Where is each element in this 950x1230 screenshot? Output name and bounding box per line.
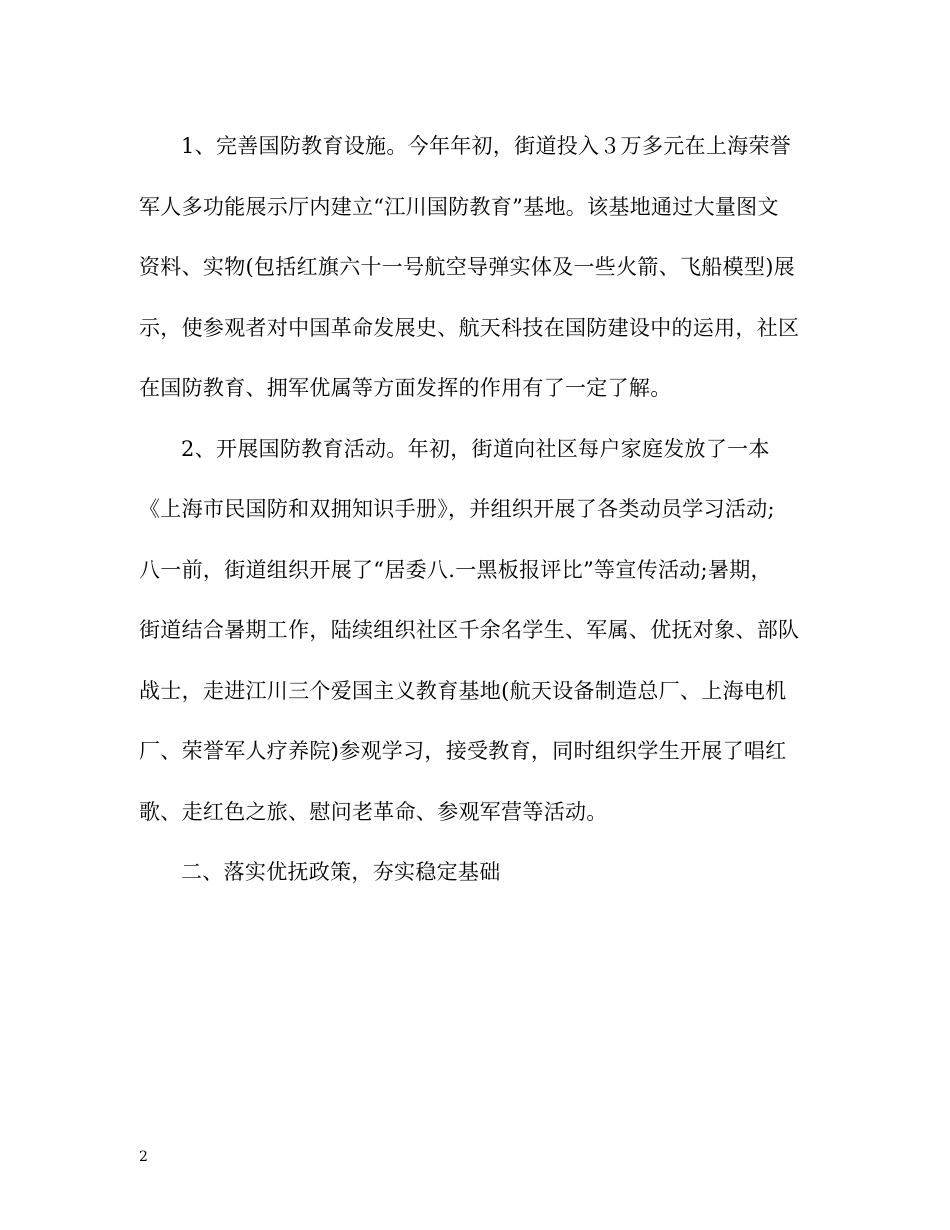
section-heading: 二、落实优抚政策，夯实稳定基础: [181, 860, 501, 884]
page-number: 2: [139, 1149, 148, 1165]
paragraph-2-line-3: 八一前，街道组织开展了“居委八.一黑板报评比”等宣传活动;暑期，: [139, 557, 772, 582]
paragraph-1-line-1: 1、完善国防教育设施。今年年初，街道投入３万多元在上海荣誉: [181, 134, 792, 158]
paragraph-2-line-6: 厂、荣誉军人疗养院)参观学习，接受教育，同时组织学生开展了唱红: [139, 739, 787, 763]
body-text: [139, 116, 815, 903]
paragraph-1-line-2: 军人多功能展示厅内建立“江川国防教育”基地。该基地通过大量图文: [139, 194, 779, 219]
paragraph-2-line-4: 街道结合暑期工作，陆续组织社区千余名学生、军属、优抚对象、部队: [139, 618, 800, 642]
paragraph-1-line-5: 在国防教育、拥军优属等方面发挥的作用有了一定了解。: [139, 376, 672, 400]
paragraph-2-line-1: 2、开展国防教育活动。年初，街道向社区每户家庭发放了一本: [181, 436, 770, 461]
paragraph-2-line-7: 歌、走红色之旅、慰问老革命、参观军营等活动。: [139, 799, 608, 824]
paragraph-1-line-3: 资料、实物(包括红旗六十一号航空导弹实体及一些火箭、飞船模型)展: [139, 255, 795, 279]
paragraph-1-line-4: 示，使参观者对中国革命发展史、航天科技在国防建设中的运用，社区: [139, 315, 800, 340]
paragraph-2-line-5: 战士，走进江川三个爱国主义教育基地(航天设备制造总厂、上海电机: [139, 678, 787, 703]
paragraph-2-line-2: 《上海市民国防和双拥知识手册》，并组织开展了各类动员学习活动;: [139, 497, 775, 521]
